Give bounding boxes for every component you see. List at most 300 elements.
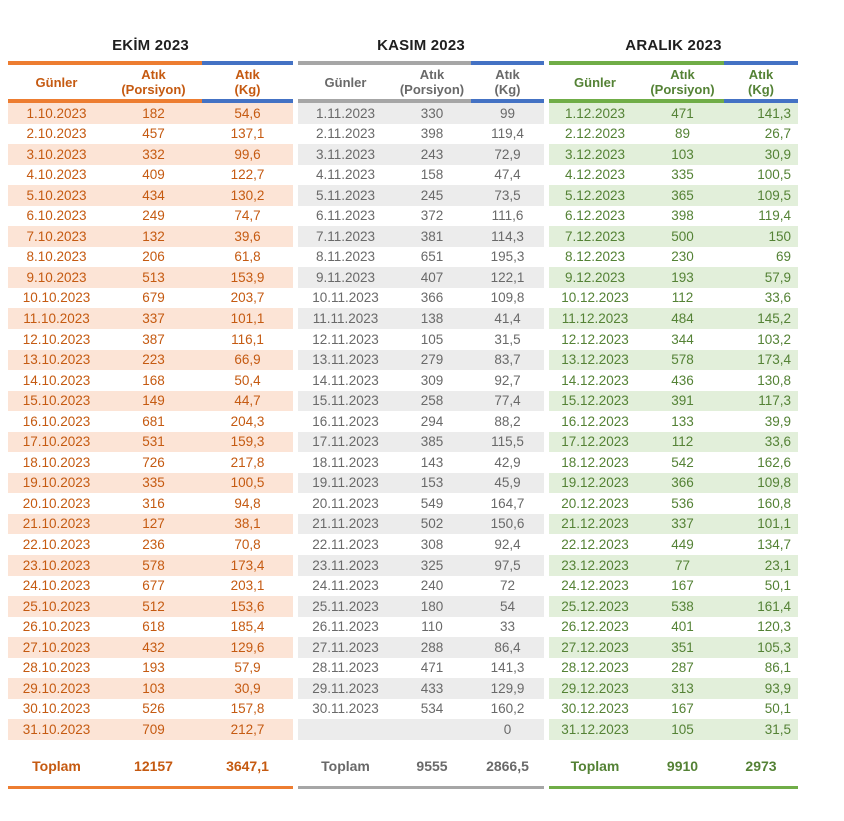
portion-cell: 681	[142, 413, 165, 429]
table-row	[8, 247, 293, 268]
kg-cell: 30,9	[234, 680, 261, 696]
table-row	[549, 637, 798, 658]
table-row	[298, 267, 544, 288]
kg-cell: 173,4	[230, 557, 265, 573]
kg-cell: 160,2	[490, 701, 525, 717]
kg-cell: 101,1	[230, 310, 265, 326]
kg-cell: 141,3	[757, 105, 791, 121]
date-cell: 13.11.2023	[312, 352, 379, 368]
table-row	[549, 514, 798, 535]
kg-cell: 109,8	[490, 290, 525, 306]
table-row	[549, 370, 798, 391]
kg-cell: 129,6	[230, 639, 265, 655]
kg-cell: 116,1	[231, 331, 264, 347]
portion-cell: 536	[671, 495, 694, 511]
date-cell: 29.10.2023	[22, 680, 91, 696]
table-row	[8, 514, 293, 535]
kg-cell: 162,6	[757, 454, 791, 470]
kg-cell: 122,7	[230, 167, 265, 183]
kg-cell: 86,1	[764, 660, 791, 676]
kg-cell: 117,3	[758, 393, 791, 409]
table-row	[549, 144, 798, 165]
portion-cell: 313	[671, 680, 694, 696]
portion-cell: 372	[420, 208, 444, 224]
month-title: KASIM 2023	[377, 37, 465, 54]
table-row	[298, 226, 544, 247]
date-cell: 19.11.2023	[312, 475, 379, 491]
table-row	[8, 350, 293, 371]
table-row	[549, 432, 798, 453]
table-row	[8, 185, 293, 206]
portion-cell: 112	[671, 434, 694, 450]
table-row	[298, 534, 544, 555]
portion-cell: 138	[420, 310, 444, 326]
kg-cell: 119,4	[491, 126, 524, 142]
date-cell: 4.10.2023	[26, 167, 87, 183]
table-row	[8, 699, 293, 720]
portion-cell: 167	[671, 578, 694, 594]
table-row	[8, 124, 293, 145]
kg-cell: 61,8	[234, 249, 261, 265]
kg-cell: 33,6	[764, 434, 791, 450]
kg-cell: 54,6	[234, 105, 261, 121]
date-cell: 11.11.2023	[312, 310, 379, 326]
portion-cell: 240	[420, 578, 444, 594]
date-cell: 28.12.2023	[561, 660, 629, 676]
table-row	[549, 226, 798, 247]
portion-cell: 325	[420, 557, 444, 573]
portion-cell: 294	[420, 413, 444, 429]
table-row	[549, 493, 798, 514]
kg-cell: 137,1	[230, 126, 265, 142]
portion-cell: 180	[420, 598, 444, 614]
kg-cell: 50,4	[234, 372, 261, 388]
table-body	[298, 103, 544, 740]
table-row	[8, 534, 293, 555]
table-row	[8, 103, 293, 124]
total-kg-value: 3647,1	[226, 757, 269, 774]
kg-cell: 44,7	[234, 393, 261, 409]
kg-cell: 83,7	[494, 352, 521, 368]
date-cell: 3.10.2023	[26, 146, 87, 162]
kg-cell: 203,7	[230, 290, 265, 306]
table-row	[549, 267, 798, 288]
column-header-days-label: Günler	[574, 74, 616, 90]
total-row	[298, 752, 544, 780]
column-header-kg-line2: (Kg)	[748, 82, 774, 97]
portion-cell: 168	[142, 372, 165, 388]
portion-cell: 245	[420, 187, 444, 203]
table-row	[298, 719, 544, 740]
kg-cell: 203,1	[230, 578, 265, 594]
date-cell: 28.11.2023	[312, 660, 379, 676]
date-cell: 8.11.2023	[315, 249, 376, 265]
portion-cell: 288	[420, 639, 444, 655]
kg-cell: 38,1	[234, 516, 261, 532]
portion-cell: 89	[674, 126, 691, 142]
table-row	[8, 678, 293, 699]
kg-cell: 114,3	[491, 228, 524, 244]
table-row	[298, 185, 544, 206]
portion-cell: 433	[420, 680, 444, 696]
table-row	[298, 637, 544, 658]
table-row	[8, 596, 293, 617]
portion-cell: 316	[142, 495, 165, 511]
table-row	[298, 370, 544, 391]
date-cell: 30.11.2023	[312, 701, 379, 717]
column-header-portion	[641, 61, 724, 103]
table-body	[549, 103, 798, 740]
table-row	[8, 555, 293, 576]
kg-cell: 50,1	[764, 701, 791, 717]
date-cell: 29.12.2023	[561, 680, 629, 696]
column-header-portion-line2: (Porsiyon)	[399, 82, 465, 97]
table-row	[298, 124, 544, 145]
table-row	[8, 617, 293, 638]
table-row	[8, 165, 293, 186]
column-header-days-label: Günler	[35, 74, 78, 90]
date-cell: 29.11.2023	[312, 680, 379, 696]
table-row	[298, 103, 544, 124]
table-row	[298, 329, 544, 350]
kg-cell: 31,5	[494, 331, 521, 347]
portion-cell: 436	[671, 372, 694, 388]
date-cell: 13.12.2023	[561, 352, 629, 368]
portion-cell: 143	[420, 454, 444, 470]
date-cell: 30.10.2023	[22, 701, 91, 717]
table-row	[298, 165, 544, 186]
date-cell: 26.11.2023	[312, 619, 379, 635]
date-cell: 2.11.2023	[315, 126, 376, 142]
portion-cell: 398	[420, 126, 444, 142]
portion-cell: 407	[420, 269, 444, 285]
date-cell: 15.11.2023	[312, 393, 379, 409]
column-header-kg-line1: Atık	[748, 67, 774, 82]
portion-cell: 542	[671, 454, 694, 470]
kg-cell: 161,4	[757, 598, 791, 614]
portion-cell: 385	[420, 434, 444, 450]
date-cell: 19.12.2023	[561, 475, 629, 491]
portion-cell: 484	[671, 310, 694, 326]
portion-cell: 502	[420, 516, 444, 532]
kg-cell: 45,9	[494, 475, 521, 491]
table-row	[8, 144, 293, 165]
kg-cell: 141,3	[490, 660, 525, 676]
date-cell: 18.11.2023	[312, 454, 379, 470]
portion-cell: 193	[142, 660, 165, 676]
kg-cell: 134,7	[757, 537, 791, 552]
table-row	[8, 267, 293, 288]
column-header-kg-line2: (Kg)	[494, 82, 521, 97]
column-header-kg	[202, 61, 293, 103]
portion-cell: 309	[420, 372, 444, 388]
total-label: Toplam	[570, 757, 620, 774]
date-cell: 8.12.2023	[564, 249, 626, 265]
date-cell: 26.10.2023	[22, 619, 91, 635]
date-cell: 31.10.2023	[22, 721, 91, 737]
kg-cell: 120,3	[757, 619, 791, 635]
kg-cell: 129,9	[490, 680, 525, 696]
kg-cell: 31,5	[764, 721, 791, 737]
kg-cell: 100,5	[230, 475, 265, 491]
portion-cell: 401	[671, 619, 694, 635]
table-row	[549, 699, 798, 720]
date-cell: 18.12.2023	[561, 454, 629, 470]
date-cell: 25.10.2023	[22, 598, 91, 614]
kg-cell: 173,4	[757, 352, 791, 368]
month-title: ARALIK 2023	[625, 37, 722, 54]
table-row	[298, 658, 544, 679]
date-cell: 22.11.2023	[312, 537, 379, 552]
table-row	[298, 514, 544, 535]
table-row	[298, 206, 544, 227]
portion-cell: 243	[420, 146, 444, 162]
kg-cell: 33,6	[764, 290, 791, 306]
column-header-portion-line1: Atık	[670, 67, 695, 82]
portion-cell: 434	[142, 187, 165, 203]
column-header-kg-line2: (Kg)	[234, 82, 261, 97]
portion-cell: 249	[142, 208, 165, 224]
portion-cell: 153	[420, 475, 444, 491]
kg-cell: 101,1	[757, 516, 791, 532]
column-header-kg	[471, 61, 544, 103]
portion-cell: 549	[420, 495, 444, 511]
column-header-days	[549, 61, 641, 103]
kg-cell: 92,7	[494, 372, 521, 388]
table-row	[298, 350, 544, 371]
date-cell	[298, 719, 393, 740]
column-header-days	[298, 61, 393, 103]
table-row	[298, 391, 544, 412]
date-cell: 9.12.2023	[564, 269, 626, 285]
date-cell: 24.11.2023	[312, 578, 379, 594]
date-cell: 13.10.2023	[22, 352, 91, 368]
portion-cell: 344	[671, 331, 694, 347]
kg-cell: 153,9	[230, 269, 265, 285]
date-cell: 17.10.2023	[22, 434, 91, 450]
kg-cell: 185,4	[230, 619, 265, 635]
date-cell: 24.12.2023	[561, 578, 629, 594]
date-cell: 17.12.2023	[561, 434, 629, 450]
date-cell: 11.10.2023	[23, 310, 90, 326]
total-kg-value: 2973	[745, 757, 777, 774]
date-cell: 6.10.2023	[26, 208, 87, 224]
portion-cell: 112	[671, 290, 694, 306]
table-row	[549, 576, 798, 597]
portion-cell: 105	[671, 721, 694, 737]
portion-cell: 409	[142, 167, 165, 183]
column-header-portion-line2: (Porsiyon)	[121, 82, 186, 97]
date-cell: 10.12.2023	[561, 290, 629, 306]
date-cell: 3.11.2023	[315, 146, 376, 162]
kg-cell: 99,6	[234, 146, 261, 162]
portion-cell: 366	[671, 475, 694, 491]
table-row	[8, 637, 293, 658]
kg-cell: 77,4	[494, 393, 521, 409]
table-row	[549, 452, 798, 473]
table-row	[549, 555, 798, 576]
portion-cell: 103	[142, 680, 165, 696]
table-row	[8, 493, 293, 514]
portion-cell: 381	[420, 228, 444, 244]
portion-cell: 391	[671, 393, 694, 409]
kg-cell: 66,9	[234, 352, 261, 368]
portion-cell: 77	[674, 557, 691, 573]
table-row	[8, 719, 293, 740]
date-cell: 31.12.2023	[561, 721, 629, 737]
total-label: Toplam	[321, 757, 370, 774]
portion-cell: 223	[142, 352, 165, 368]
date-cell: 1.11.2023	[315, 105, 376, 121]
kg-cell: 93,9	[764, 680, 791, 696]
portion-cell: 149	[142, 393, 165, 409]
date-cell: 14.10.2023	[22, 372, 91, 388]
date-cell: 7.12.2023	[564, 228, 626, 244]
kg-cell: 88,2	[494, 413, 521, 429]
table-row	[549, 103, 798, 124]
date-cell: 19.10.2023	[22, 475, 91, 491]
date-cell: 7.11.2023	[315, 228, 376, 244]
date-cell: 12.11.2023	[312, 331, 379, 347]
portion-cell: 526	[142, 701, 165, 717]
kg-cell: 160,8	[757, 495, 791, 511]
table-row	[298, 432, 544, 453]
kg-cell: 130,8	[757, 372, 791, 388]
date-cell: 23.12.2023	[561, 557, 629, 573]
kg-cell: 23,1	[764, 557, 791, 573]
kg-cell: 159,3	[230, 434, 265, 450]
kg-cell: 111,6	[491, 208, 524, 224]
table-row	[298, 617, 544, 638]
portion-cell: 726	[142, 454, 165, 470]
kg-cell: 100,5	[757, 167, 791, 183]
kg-cell: 69	[775, 249, 791, 265]
table-row	[549, 124, 798, 145]
portion-cell: 534	[420, 701, 444, 717]
table-row	[298, 596, 544, 617]
portion-cell: 110	[421, 619, 443, 635]
date-cell: 15.10.2023	[22, 393, 91, 409]
total-portion-value: 12157	[134, 757, 173, 774]
kg-cell: 70,8	[234, 537, 261, 552]
portion-cell: 387	[142, 331, 165, 347]
column-header-portion-line1: Atık	[141, 67, 166, 82]
date-cell: 20.12.2023	[561, 495, 629, 511]
portion-cell: 167	[671, 701, 694, 717]
portion-cell: 335	[142, 475, 165, 491]
date-cell: 20.10.2023	[22, 495, 91, 511]
portion-cell: 337	[142, 310, 165, 326]
month-section	[549, 0, 798, 789]
kg-cell: 0	[503, 721, 512, 737]
portion-cell: 513	[142, 269, 165, 285]
date-cell: 23.10.2023	[22, 557, 91, 573]
kg-cell: 86,4	[494, 639, 521, 655]
table-row	[549, 308, 798, 329]
table-row	[549, 350, 798, 371]
table-row	[549, 329, 798, 350]
date-cell: 5.12.2023	[564, 187, 626, 203]
kg-cell: 109,5	[757, 187, 791, 203]
date-cell: 10.10.2023	[22, 290, 91, 306]
table-row	[8, 288, 293, 309]
table-row	[8, 432, 293, 453]
portion-cell: 279	[420, 352, 444, 368]
date-cell: 23.11.2023	[312, 557, 379, 573]
table-row	[8, 370, 293, 391]
table-row	[8, 391, 293, 412]
table-row	[298, 493, 544, 514]
portion-cell: 500	[671, 228, 694, 244]
table-row	[8, 329, 293, 350]
kg-cell: 150	[768, 228, 791, 244]
column-header-days-label: Günler	[324, 74, 367, 90]
kg-cell: 57,9	[764, 269, 791, 285]
date-cell: 21.12.2023	[561, 516, 629, 532]
table-row	[298, 699, 544, 720]
portion-cell: 351	[671, 639, 694, 655]
header-row	[298, 61, 544, 103]
column-header-days	[8, 61, 105, 103]
date-cell: 16.12.2023	[561, 413, 629, 429]
table-row	[549, 473, 798, 494]
kg-cell: 153,6	[230, 598, 265, 614]
date-cell: 27.12.2023	[561, 639, 629, 655]
table-row	[549, 391, 798, 412]
column-header-portion-line1: Atık	[419, 67, 445, 82]
date-cell: 1.12.2023	[564, 105, 626, 121]
kg-cell: 150,6	[490, 516, 525, 532]
table-row	[298, 411, 544, 432]
date-cell: 25.12.2023	[561, 598, 629, 614]
total-row	[549, 752, 798, 780]
date-cell: 10.11.2023	[312, 290, 379, 306]
kg-cell: 72,9	[494, 146, 521, 162]
portion-cell: 335	[671, 167, 694, 183]
kg-cell: 122,1	[490, 269, 525, 285]
table-row	[298, 678, 544, 699]
portion-cell: 193	[671, 269, 694, 285]
portion-cell: 471	[671, 105, 694, 121]
date-cell: 8.10.2023	[26, 249, 87, 265]
kg-cell: 145,2	[757, 310, 791, 326]
portion-cell: 531	[142, 434, 165, 450]
kg-cell: 204,3	[230, 413, 265, 429]
month-title: EKİM 2023	[112, 37, 189, 54]
column-header-portion-line2: (Porsiyon)	[650, 82, 715, 97]
kg-cell: 57,9	[234, 660, 261, 676]
portion-cell: 127	[142, 516, 165, 532]
kg-cell: 195,3	[490, 249, 525, 265]
portion-cell: 578	[671, 352, 694, 368]
date-cell: 22.10.2023	[22, 537, 91, 552]
date-cell: 6.11.2023	[315, 208, 376, 224]
date-cell: 20.11.2023	[312, 495, 379, 511]
portion-cell: 103	[671, 146, 694, 162]
portion-cell: 538	[671, 598, 694, 614]
portion-cell: 677	[142, 578, 165, 594]
table-row	[298, 576, 544, 597]
portion-cell: 287	[671, 660, 694, 676]
table-row	[298, 555, 544, 576]
table-row	[549, 658, 798, 679]
date-cell: 9.10.2023	[26, 269, 87, 285]
header-row	[8, 61, 293, 103]
portion-cell: 365	[671, 187, 694, 203]
table-row	[549, 678, 798, 699]
kg-cell: 39,6	[234, 228, 261, 244]
table-row	[8, 576, 293, 597]
